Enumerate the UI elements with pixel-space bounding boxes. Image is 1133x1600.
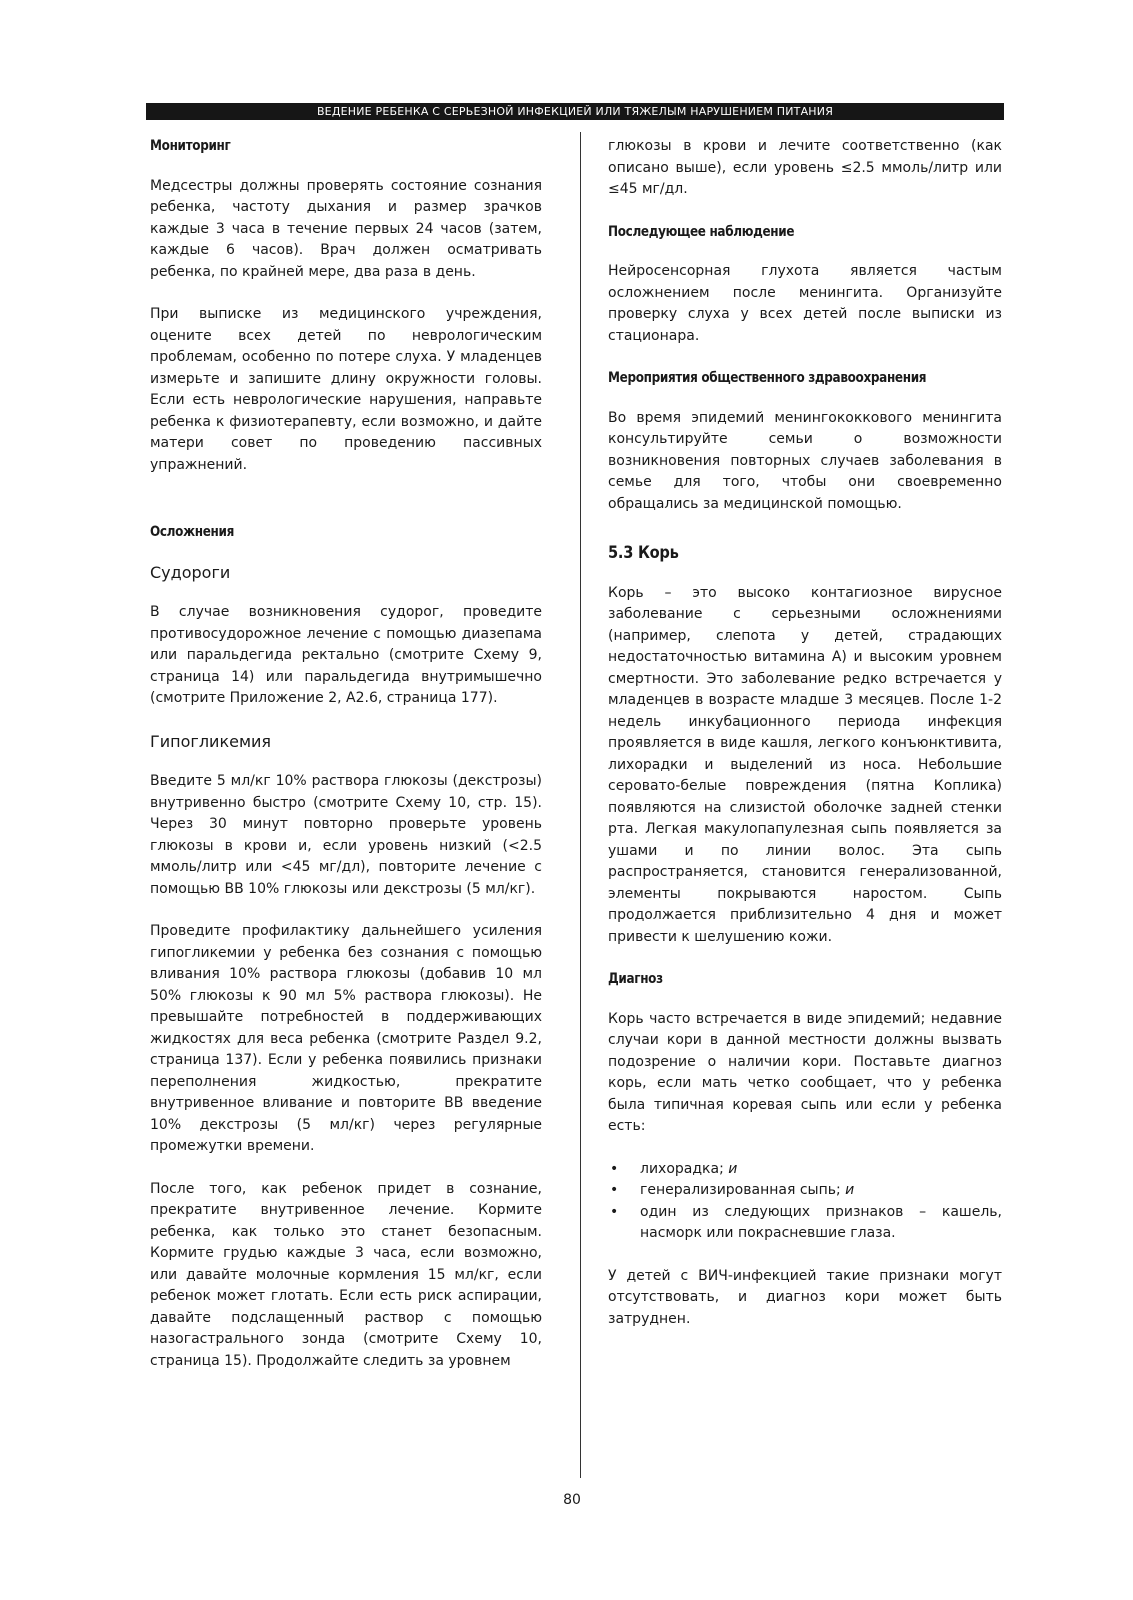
public-health-heading: Мероприятия общественного здравоохранения	[608, 370, 927, 386]
monitoring-paragraph-1: Медсестры должны проверять состояние сознания ребенка, частоту дыхания и размер зрачков каждые 3 часа в течение первых 24 часов (затем, каждые 6 часов). Врач должен осматривать ребенка, по крайней мере, два раза в день.	[150, 177, 542, 280]
diagnosis-paragraph-1: Корь часто встречается в виде эпидемий; недавние случаи кори в данной местности должны вызвать подозрение о наличии кори. Поставьте диагноз корь, если мать четко сообщает, что у ребенка была типичная коревая сыпь или если у ребенка есть:	[608, 1010, 1002, 1134]
seizures-subheading: Судороги	[150, 562, 231, 582]
continued-paragraph: глюкозы в крови и лечите соответственно (как описано выше), если уровень ≤2.5 ммоль/литр или ≤45 мг/дл.	[608, 138, 1002, 197]
list-item-text: лихорадка;	[640, 1160, 729, 1177]
list-item-conjunction: и	[728, 1160, 738, 1177]
column-divider	[580, 132, 581, 1478]
diagnosis-criteria-list	[608, 1159, 1002, 1245]
complications-heading: Осложнения	[150, 524, 234, 540]
page-number: 80	[563, 1492, 581, 1508]
public-health-paragraph: Во время эпидемий менингококкового менингита консультируйте семьи о возможности возникновения повторных случаев заболевания в семье для того, чтобы они своевременно обращались за медицинской помощью.	[608, 409, 1002, 512]
hypoglycemia-subheading: Гипогликемия	[150, 731, 272, 751]
list-item-text: генерализированная сыпь;	[640, 1182, 846, 1198]
diagnosis-heading: Диагноз	[608, 971, 663, 987]
measles-section-heading: 5.3 Корь	[608, 543, 679, 563]
list-item-conjunction: и	[845, 1182, 855, 1198]
followup-heading: Последующее наблюдение	[608, 223, 795, 240]
followup-paragraph: Нейросенсорная глухота является частым осложнением после менингита. Организуйте проверку слуха у всех детей после выписки из стационара.	[608, 263, 1002, 344]
measles-paragraph: Корь – это высоко контагиозное вирусное заболевание с серьезными осложнениями (например, слепота у детей, страдающих недостаточностью витамина А) и высоким уровнем смертности. Это заболевание редко встречается у младенцев в возрасте младше 3 месяцев. После 1-2 недель инкубационного периода инфекция проявляется в виде кашля, легкого конъюнктивита, лихорадки и выделений из носа. Небольшие серовато-белые повреждения (пятна Коплика) появляются на слизистой оболочке задней стенки рта. Легкая макулопапулезная сыпь появляется за ушами и по линии волос. Эта сыпь распространяется, становится генерализованной, элементы покрываются наростом. Сыпь продолжается приблизительно 4 дня и может привести к шелушению кожи.	[608, 584, 1002, 945]
list-item	[608, 1180, 1002, 1202]
bullet-icon: •	[610, 1182, 619, 1198]
list-item	[608, 1159, 1002, 1181]
running-header: ВЕДЕНИЕ РЕБЕНКА С СЕРЬЕЗНОЙ ИНФЕКЦИЕЙ ИЛИ ТЯЖЕЛЫМ НАРУШЕНИЕМ ПИТАНИЯ	[146, 103, 1004, 120]
list-item	[608, 1202, 1002, 1245]
seizures-paragraph: В случае возникновения судорог, проведите противосудорожное лечение с помощью диазепама или паральдегида ректально (смотрите Схему 9, страница 14) или паральдегида внутримышечно (смотрите Приложение 2, А2.6, страница 177).	[150, 604, 542, 706]
left-column	[150, 136, 542, 1393]
monitoring-heading: Мониторинг	[150, 138, 231, 154]
list-item-text: один из следующих признаков – кашель, насморк или покрасневшие глаза.	[640, 1203, 1002, 1241]
hypoglycemia-paragraph-2: Проведите профилактику дальнейшего усиления гипогликемии у ребенка без сознания с помощью вливания 10% раствора глюкозы (добавив 10 мл 50% глюкозы к 90 мл 5% раствора глюкозы). Не превышайте потребностей в поддерживающих жидкостях для веса ребенка (смотрите Раздел 9.2, страница 137). Если у ребенка появились признаки переполнения жидкостью, прекратите внутривенное вливание и повторите ВВ введение 10% декстрозы (5 мл/кг) через регулярные промежутки времени.	[150, 923, 542, 1154]
bullet-icon: •	[610, 1203, 619, 1220]
bullet-icon: •	[610, 1160, 619, 1177]
diagnosis-paragraph-2: У детей с ВИЧ-инфекцией такие признаки могут отсутствовать, и диагноз кори может быть затруднен.	[608, 1267, 1002, 1327]
monitoring-paragraph-2: При выписке из медицинского учреждения, оцените всех детей по неврологическим проблемам, особенно по потере слуха. У младенцев измерьте и запишите длину окружности головы. Если есть неврологические нарушения, направьте ребенка к физиотерапевту, если возможно, и дайте матери совет по проведению пассивных упражнений.	[150, 306, 542, 473]
hypoglycemia-paragraph-1: Введите 5 мл/кг 10% раствора глюкозы (декстрозы) внутривенно быстро (смотрите Схему 10, стр. 15). Через 30 минут повторно проверьте уровень глюкозы в крови и, если уровень низкий (<2.5 ммоль/литр или <45 мг/дл), повторите лечение с помощью ВВ 10% глюкозы или декстрозы (5 мл/кг).	[150, 773, 542, 897]
right-column	[608, 136, 1002, 1351]
hypoglycemia-paragraph-3: После того, как ребенок придет в сознание, прекратите внутривенное лечение. Кормите ребенка, как только это станет безопасным. Кормите грудью каждые 3 часа, если возможно, или давайте молочные кормления 15 мл/кг, если ребенок может глотать. Если есть риск аспирации, давайте подслащенный раствор с помощью назогастрального зонда (смотрите Схему 10, страница 15). Продолжайте следить за уровнем	[150, 1180, 542, 1369]
